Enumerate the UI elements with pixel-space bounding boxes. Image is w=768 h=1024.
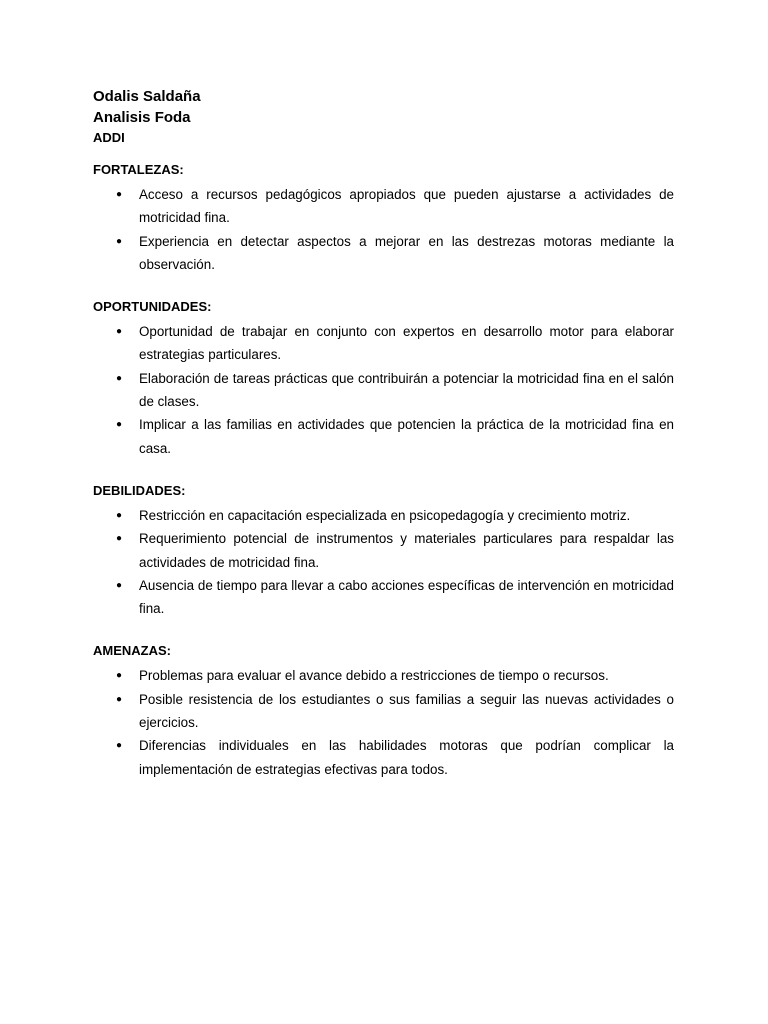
section-heading-fortalezas: FORTALEZAS: bbox=[93, 162, 184, 177]
list-item-text: Oportunidad de trabajar en conjunto con expertos en desarrollo motor para elaborar estrategias particulares. bbox=[139, 324, 674, 363]
oportunidades-list bbox=[93, 320, 674, 460]
section-heading-amenazas: AMENAZAS: bbox=[93, 643, 171, 659]
bullet-icon: ● bbox=[116, 419, 123, 431]
bullet-icon: ● bbox=[116, 579, 123, 591]
list-item-text: Problemas para evaluar el avance debido a restricciones de tiempo o recursos. bbox=[139, 668, 609, 684]
section-fortalezas bbox=[93, 161, 674, 276]
list-item-text: Diferencias individuales en las habilidades motoras que podrían complicar la implementación de estrategias efectivas para todos. bbox=[139, 738, 674, 777]
bullet-icon: ● bbox=[116, 189, 123, 200]
section-debilidades bbox=[93, 482, 674, 620]
list-item bbox=[93, 413, 674, 460]
bullet-icon: ● bbox=[116, 670, 123, 682]
list-item bbox=[93, 367, 674, 414]
list-item bbox=[93, 320, 674, 367]
list-item bbox=[93, 230, 674, 277]
bullet-icon: ● bbox=[116, 533, 123, 545]
bullet-icon: ● bbox=[116, 235, 123, 247]
list-item-text: Requerimiento potencial de instrumentos y materiales particulares para respaldar las actividades de motricidad fina. bbox=[139, 531, 674, 570]
list-item-text: Implicar a las familias en actividades que potencien la práctica de la motricidad fina en casa. bbox=[139, 417, 674, 456]
list-item bbox=[93, 688, 674, 735]
list-item bbox=[93, 574, 674, 621]
list-item-text: Acceso a recursos pedagógicos apropiados que pueden ajustarse a actividades de motricidad fina. bbox=[139, 187, 674, 226]
section-heading-oportunidades: OPORTUNIDADES: bbox=[93, 299, 212, 315]
bullet-icon: ● bbox=[116, 740, 123, 752]
list-item bbox=[93, 183, 674, 230]
section-oportunidades bbox=[93, 298, 674, 460]
list-item bbox=[93, 527, 674, 574]
list-item-text: Restricción en capacitación especializada en psicopedagogía y crecimiento motriz. bbox=[139, 507, 631, 523]
debilidades-list bbox=[93, 504, 674, 620]
bullet-icon: ● bbox=[116, 509, 123, 521]
bullet-icon: ● bbox=[116, 372, 123, 384]
list-item bbox=[93, 734, 674, 781]
fortalezas-list bbox=[93, 183, 674, 276]
list-item-text: Posible resistencia de los estudiantes o sus familias a seguir las nuevas actividades o ejercicios. bbox=[139, 691, 674, 731]
section-amenazas bbox=[93, 642, 674, 780]
list-item bbox=[93, 664, 674, 687]
section-heading-debilidades: DEBILIDADES: bbox=[93, 482, 186, 498]
bullet-icon: ● bbox=[116, 693, 123, 705]
list-item-text: Elaboración de tareas prácticas que contribuirán a potenciar la motricidad fina en el salón de clases. bbox=[139, 370, 674, 410]
author-name: Odalis Saldaña bbox=[93, 88, 201, 105]
amenazas-list bbox=[93, 664, 674, 780]
list-item bbox=[93, 504, 674, 527]
list-item-text: Ausencia de tiempo para llevar a cabo acciones específicas de intervención en motricidad fina. bbox=[139, 577, 674, 617]
document-title: Analisis Foda bbox=[93, 109, 191, 126]
list-item-text: Experiencia en detectar aspectos a mejorar en las destrezas motoras mediante la observación. bbox=[139, 233, 674, 272]
bullet-icon: ● bbox=[116, 326, 123, 338]
document-subject: ADDI bbox=[93, 130, 125, 145]
document-page bbox=[93, 86, 674, 803]
